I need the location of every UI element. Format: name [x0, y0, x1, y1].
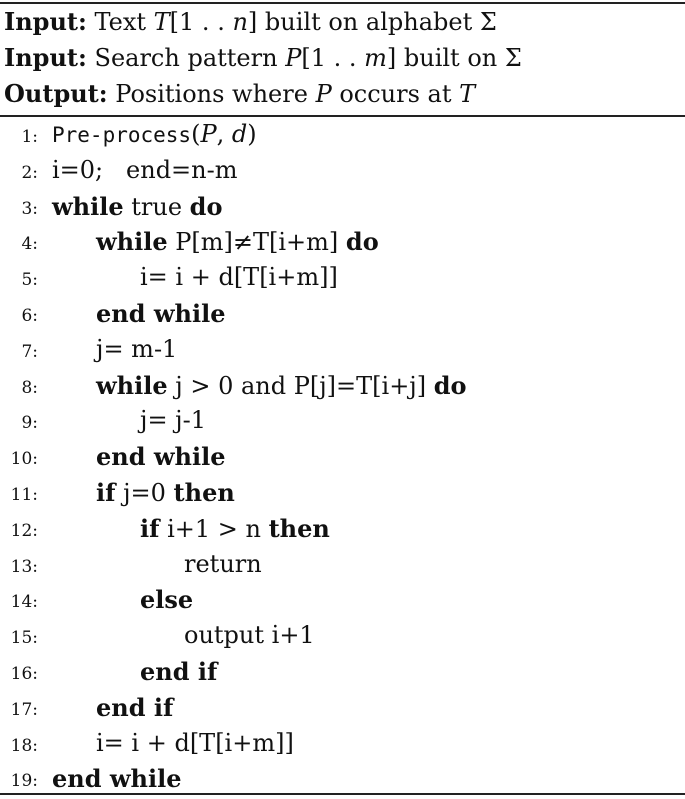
code-line — [0, 154, 685, 190]
code-text — [96, 478, 235, 507]
output-line — [4, 76, 475, 112]
code-token: d — [231, 120, 248, 148]
code-token: P[m]≠T[i+m] — [167, 228, 346, 257]
code-token: i= i + d[T[i+m]] — [140, 263, 338, 292]
keyword: end while — [96, 299, 226, 328]
io-text: ] built on alphabet Σ — [247, 8, 497, 36]
code-text — [184, 550, 262, 578]
code-line — [0, 691, 685, 727]
middle-rule — [0, 115, 685, 117]
io-label: Output: — [4, 79, 108, 108]
io-label: Input: — [4, 43, 87, 72]
io-text: occurs at — [331, 80, 460, 108]
line-number: 19: — [10, 771, 38, 792]
line-number: 3: — [21, 198, 38, 219]
code-token: j > 0 and P[j]=T[i+j] — [167, 371, 434, 400]
keyword: do — [345, 227, 379, 257]
line-number: 16: — [10, 664, 38, 684]
keyword: while — [96, 227, 168, 257]
code-text — [52, 120, 257, 148]
keyword: while — [96, 370, 168, 400]
code-token: , — [216, 120, 232, 148]
io-text: Search pattern — [94, 44, 286, 72]
code-line — [0, 261, 685, 297]
line-number: 11: — [10, 485, 38, 505]
code-line — [0, 440, 685, 476]
code-text — [52, 192, 222, 221]
code-line — [0, 583, 685, 619]
line-number: 17: — [10, 699, 38, 720]
code-token: j= j-1 — [140, 406, 206, 435]
keyword: if — [96, 478, 116, 507]
code-token: P — [200, 120, 217, 148]
line-number: 8: — [21, 377, 38, 398]
input-pattern-line — [4, 40, 522, 76]
code-text — [96, 693, 173, 722]
code-text — [96, 227, 379, 256]
io-text: Text — [94, 8, 154, 36]
keyword: do — [433, 370, 467, 400]
line-number: 1: — [21, 127, 38, 147]
io-label: Input: — [4, 7, 87, 36]
code-text — [140, 514, 330, 543]
code-token: j=0 — [115, 479, 174, 507]
io-math: P — [285, 44, 302, 72]
line-number: 12: — [10, 520, 38, 541]
keyword: end while — [96, 442, 226, 472]
line-number: 7: — [21, 341, 38, 362]
code-line — [0, 548, 685, 584]
code-token: true — [123, 192, 190, 221]
keyword: end while — [52, 764, 182, 794]
code-text — [140, 585, 193, 614]
io-math: n — [232, 8, 248, 36]
code-text — [140, 263, 338, 291]
io-math: P — [315, 80, 332, 108]
code-token: i+1 > n — [159, 514, 269, 543]
line-number: 15: — [10, 628, 38, 649]
keyword: do — [189, 191, 223, 221]
code-text — [52, 764, 181, 793]
line-number: 13: — [10, 556, 38, 577]
code-line — [0, 297, 685, 333]
line-number: 9: — [21, 413, 38, 434]
line-number: 10: — [10, 449, 38, 470]
code-text — [96, 371, 467, 400]
code-token: i= i + d[T[i+m]] — [96, 728, 294, 757]
code-line — [0, 190, 685, 226]
code-line — [0, 727, 685, 763]
line-number: 4: — [21, 234, 38, 255]
code-token: output i+1 — [184, 621, 315, 650]
code-text — [184, 621, 315, 649]
line-number: 18: — [10, 735, 38, 756]
bottom-rule — [0, 793, 685, 795]
code-text — [52, 156, 237, 184]
code-token: Pre-process — [52, 123, 192, 147]
code-line — [0, 655, 685, 691]
keyword: if — [140, 513, 160, 543]
code-token: return — [184, 549, 262, 578]
keyword: end if — [96, 692, 174, 722]
io-text: Positions where — [115, 80, 316, 108]
code-line — [0, 619, 685, 655]
keyword: while — [52, 191, 124, 221]
keyword: then — [173, 478, 235, 507]
code-text — [96, 299, 225, 328]
keyword: end if — [140, 657, 218, 686]
line-number: 6: — [21, 306, 38, 326]
code-text — [96, 729, 294, 757]
code-text — [96, 335, 177, 363]
io-math: T — [153, 8, 170, 36]
io-math: T — [459, 80, 476, 108]
code-line — [0, 333, 685, 369]
line-number: 2: — [21, 162, 38, 183]
keyword: else — [140, 585, 194, 615]
code-token: ) — [247, 120, 257, 148]
io-text: [1 . . — [169, 8, 233, 36]
line-number: 5: — [21, 270, 38, 291]
code-text — [140, 406, 206, 434]
code-line — [0, 225, 685, 261]
code-line — [0, 476, 685, 512]
code-line — [0, 369, 685, 405]
io-text: [1 . . — [301, 44, 365, 72]
input-text-line — [4, 4, 497, 40]
code-token: i=0; end=n-m — [52, 155, 238, 184]
io-math: m — [364, 44, 387, 72]
line-number: 14: — [10, 592, 38, 613]
keyword: then — [268, 513, 330, 543]
code-line — [0, 118, 685, 154]
code-line — [0, 512, 685, 548]
io-text: ] built on Σ — [386, 44, 522, 72]
code-token: ( — [191, 120, 201, 148]
code-token: j= m-1 — [96, 334, 178, 363]
code-text — [140, 657, 217, 686]
code-line — [0, 404, 685, 440]
code-text — [96, 442, 225, 471]
